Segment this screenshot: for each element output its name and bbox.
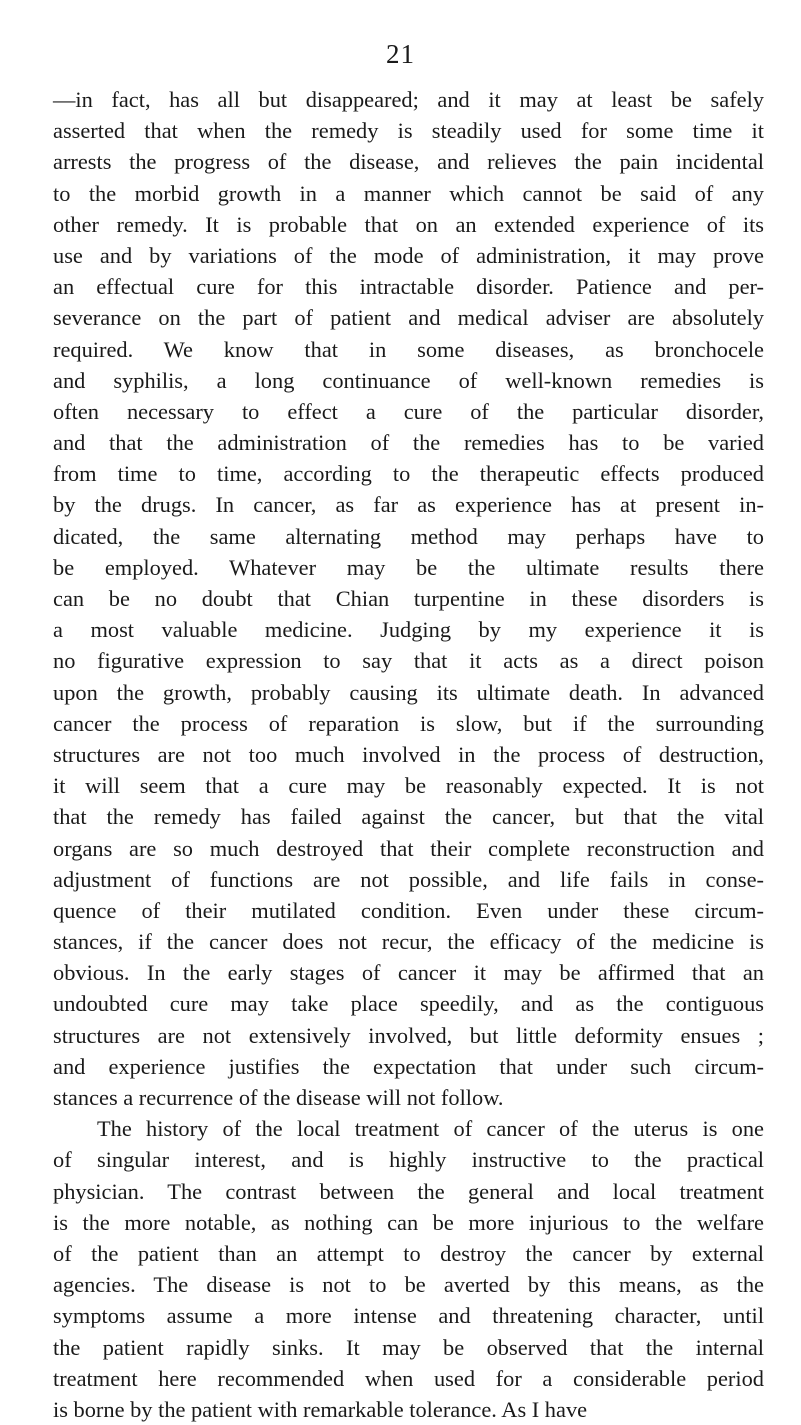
text-line: and syphilis, a long continuance of well-known remedies is	[53, 367, 764, 393]
text-line: the patient rapidly sinks. It may be observed that the internal	[53, 1334, 764, 1360]
text-line: stances, if the cancer does not recur, the efficacy of the medicine is	[53, 929, 764, 955]
text-line: of the patient than an attempt to destroy the cancer by external	[53, 1240, 764, 1266]
text-line: —in fact, has all but disappeared; and it may at least be safely	[53, 87, 764, 112]
text-line: undoubted cure may take place speedily, and as the contiguous	[53, 991, 764, 1017]
text-line: often necessary to effect a cure of the particular disorder,	[53, 398, 764, 424]
text-line: arrests the progress of the disease, and relieves the pain incidental	[53, 149, 764, 175]
text-line: asserted that when the remedy is steadily used for some time it	[53, 118, 764, 144]
text-line: The history of the local treatment of cancer of the uterus is one	[97, 1116, 764, 1142]
text-line: upon the growth, probably causing its ultimate death. In advanced	[53, 679, 764, 705]
text-line: required. We know that in some diseases, as bronchocele	[53, 336, 764, 362]
text-line: severance on the part of patient and medical adviser are absolutely	[53, 305, 764, 331]
text-line: structures are not extensively involved, but little deformity ensues ;	[53, 1022, 764, 1048]
text-line: quence of their mutilated condition. Even under these circum-	[53, 897, 764, 923]
body-text	[53, 84, 764, 1425]
text-line: stances a recurrence of the disease will not follow.	[53, 1085, 504, 1110]
text-line: cancer the process of reparation is slow, but if the surrounding	[53, 710, 764, 736]
text-line: is borne by the patient with remarkable tolerance. As I have	[53, 1396, 588, 1422]
text-line: it will seem that a cure may be reasonably expected. It is not	[53, 773, 764, 799]
text-line: organs are so much destroyed that their complete reconstruction and	[53, 835, 764, 861]
text-line: from time to time, according to the therapeutic effects produced	[53, 461, 764, 487]
text-line: treatment here recommended when used for a considerable period	[53, 1365, 764, 1391]
page-number: 21	[386, 39, 415, 69]
text-line: symptoms assume a more intense and threatening character, until	[53, 1303, 764, 1329]
text-line: dicated, the same alternating method may perhaps have to	[53, 523, 764, 549]
paragraph	[53, 1113, 764, 1425]
text-line: no figurative expression to say that it acts as a direct poison	[53, 648, 764, 674]
paragraph	[53, 84, 764, 1113]
text-line: use and by variations of the mode of administration, it may prove	[53, 242, 764, 268]
text-line: adjustment of functions are not possible, and life fails in conse-	[53, 866, 764, 892]
text-line: physician. The contrast between the general and local treatment	[53, 1178, 764, 1204]
text-line: a most valuable medicine. Judging by my experience it is	[53, 617, 764, 643]
text-line: of singular interest, and is highly instructive to the practical	[53, 1147, 764, 1173]
text-line: by the drugs. In cancer, as far as experience has at present in-	[53, 492, 764, 518]
text-line: obvious. In the early stages of cancer it may be affirmed that an	[53, 960, 764, 986]
text-line: to the morbid growth in a manner which cannot be said of any	[53, 180, 764, 206]
text-line: that the remedy has failed against the cancer, but that the vital	[53, 804, 764, 830]
text-line: and that the administration of the remedies has to be varied	[53, 430, 764, 456]
text-line: other remedy. It is probable that on an extended experience of its	[53, 211, 764, 237]
text-line: structures are not too much involved in the process of destruction,	[53, 741, 764, 767]
text-line: an effectual cure for this intractable disorder. Patience and per-	[53, 274, 764, 300]
text-line: is the more notable, as nothing can be more injurious to the welfare	[53, 1209, 764, 1235]
text-line: can be no doubt that Chian turpentine in these disorders is	[53, 586, 764, 611]
text-line: be employed. Whatever may be the ultimate results there	[53, 554, 764, 580]
text-line: and experience justifies the expectation that under such circum-	[53, 1053, 764, 1079]
text-line: agencies. The disease is not to be averted by this means, as the	[53, 1272, 764, 1298]
